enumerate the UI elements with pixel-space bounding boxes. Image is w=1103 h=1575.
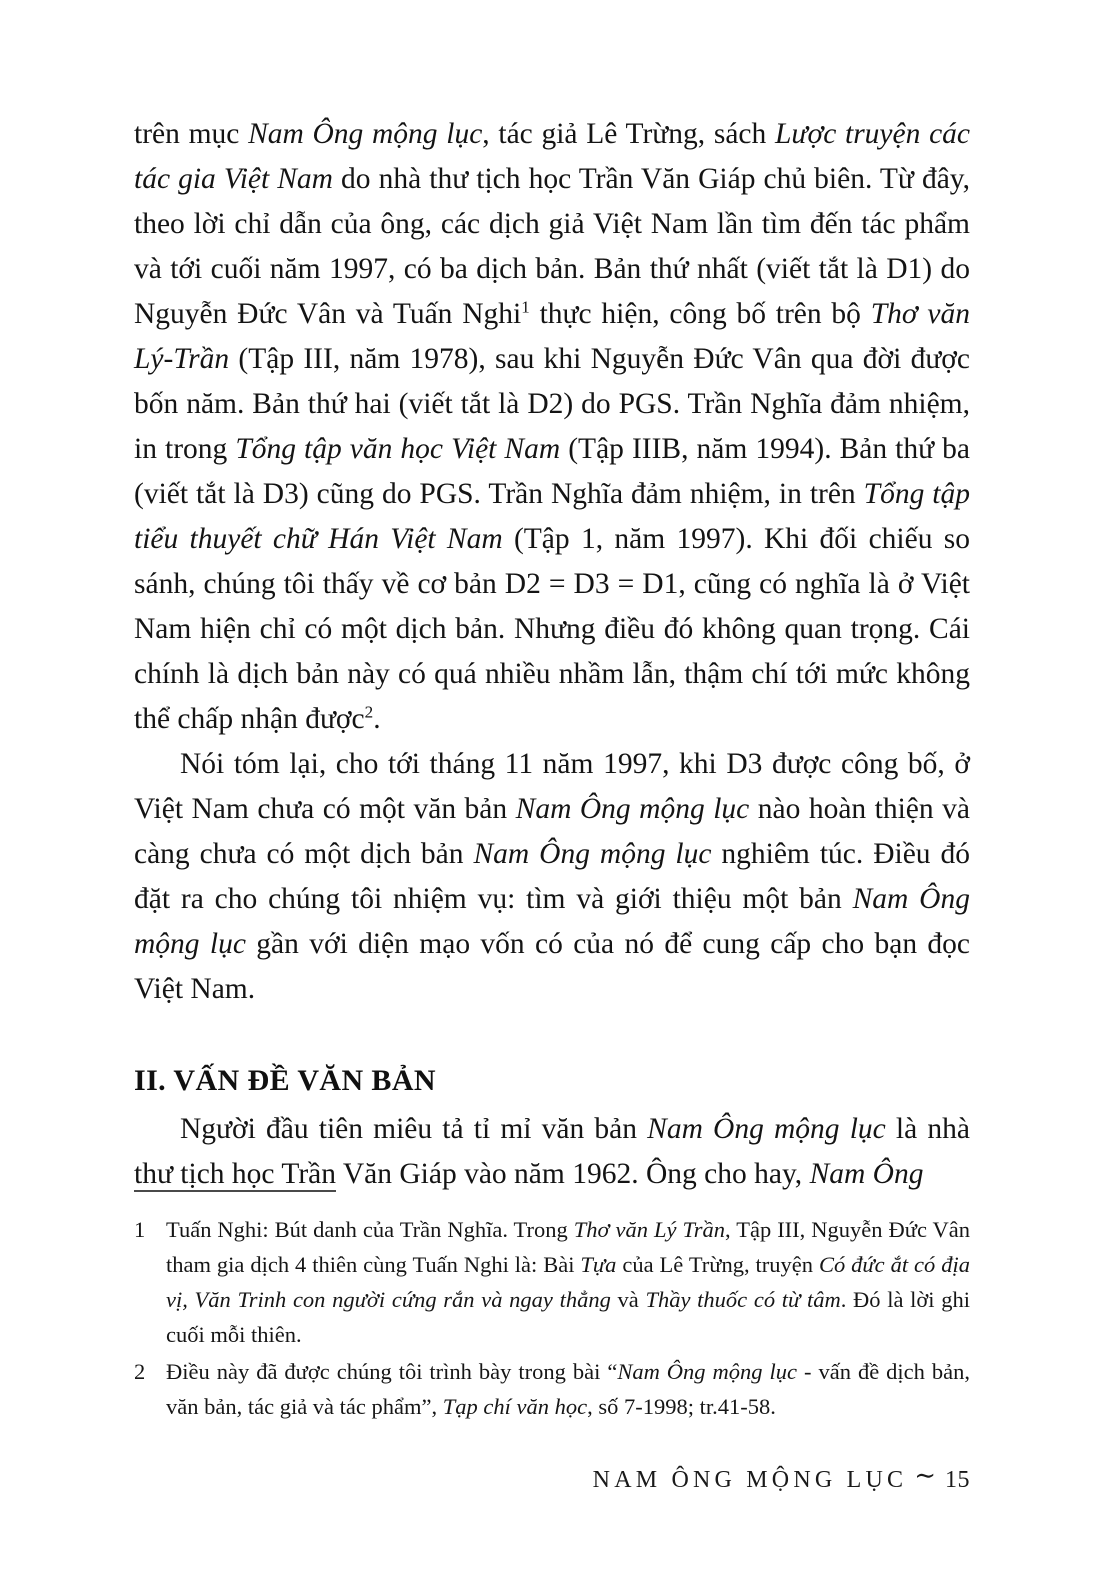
footnote-marker: 1 xyxy=(521,297,530,317)
text-run: Người đầu tiên miêu tả tỉ mỉ văn bản xyxy=(180,1113,648,1145)
paragraph-summary xyxy=(134,742,970,1012)
footnote-number: 2 xyxy=(134,1359,146,1384)
paragraph-section-opening xyxy=(134,1107,970,1197)
italic-title: Tựa xyxy=(580,1252,617,1277)
text-run: là nhà thư tịch học Trần Văn Giáp vào năm 1962. Ông cho hay, xyxy=(134,1113,970,1190)
italic-title: Nam Ông xyxy=(809,1158,924,1190)
footnote-list xyxy=(134,1212,970,1424)
footnote-item xyxy=(134,1354,970,1424)
footnote-text xyxy=(166,1359,970,1419)
footnote-marker: 2 xyxy=(364,702,374,722)
text-run: (Tập 1, năm 1997). Khi đối chiếu so sánh, chúng tôi thấy về cơ bản D2 = D3 = D1, cũng có nghĩa là ở Việt Nam hiện chỉ có một dịch bản. Nhưng điều đó không quan trọng. Cái chính là dịch bản này có quá nhiều nhầm lẫn, thậm chí tới mức không thể chấp nhận được xyxy=(134,523,970,735)
footnote-text xyxy=(166,1217,970,1347)
page-number: 15 xyxy=(945,1467,970,1493)
paragraph-continued xyxy=(134,112,970,742)
italic-title: Tổng tập văn học Việt Nam xyxy=(235,433,561,465)
text-run: , tác giả Lê Trừng, sách xyxy=(482,118,775,150)
main-text-column xyxy=(134,112,970,1197)
text-run: của Lê Trừng, truyện xyxy=(616,1252,819,1277)
footer-book-title: NAM ÔNG MỘNG LỤC xyxy=(592,1467,908,1493)
italic-title: Nam Ông mộng lục xyxy=(515,793,750,825)
footnote-number: 1 xyxy=(134,1217,146,1242)
footnote-separator-rule xyxy=(134,1190,336,1192)
italic-title: Thầy thuốc có từ tâm xyxy=(645,1287,841,1312)
footnote-item xyxy=(134,1212,970,1352)
text-run: Nói tóm lại, cho tới tháng 11 năm 1997, khi D3 được công bố, ở Việt Nam chưa có một văn bản xyxy=(134,748,970,825)
text-run: , Tập III, Nguyễn Đức Vân tham gia dịch 4 thiên cùng Tuấn Nghi là: Bài xyxy=(166,1217,971,1277)
running-footer xyxy=(134,1461,970,1495)
italic-title: Thơ văn Lý-Trần xyxy=(134,298,971,375)
italic-title: Lược truyện các tác gia Việt Nam xyxy=(134,118,971,195)
italic-title: Tạp chí văn học xyxy=(442,1394,588,1419)
text-run: (Tập III, năm 1978), sau khi Nguyễn Đức Vân qua đời được bốn năm. Bản thứ hai (viết tắt là D2) do PGS. Trần Nghĩa đảm nhiệm, in trong xyxy=(134,343,970,465)
text-run: - vấn đề dịch bản, văn bản, tác giả và tác phẩm”, xyxy=(166,1359,970,1419)
italic-title: Nam Ông mộng lục xyxy=(647,1113,886,1145)
italic-title: Thơ văn Lý Trần xyxy=(573,1217,726,1242)
italic-title: Nam Ông mộng lục xyxy=(473,838,712,870)
text-run: (Tập IIIB, năm 1994). Bản thứ ba (viết tắt là D3) cũng do PGS. Trần Nghĩa đảm nhiệm, in trên xyxy=(134,433,971,510)
text-run: trên mục xyxy=(134,118,249,150)
text-run: Điều này đã được chúng tôi trình bày trong bài “ xyxy=(166,1359,618,1384)
text-run: do nhà thư tịch học Trần Văn Giáp chủ biên. Từ đây, theo lời chỉ dẫn của ông, các dịch giả Việt Nam lần tìm đến tác phẩm và tới cuối năm 1997, có ba dịch bản. Bản thứ nhất (viết tắt là D1) do Nguyễn Đức Vân và Tuấn Nghi xyxy=(134,163,970,330)
section-heading: II. VẤN ĐỀ VĂN BẢN xyxy=(134,1064,436,1097)
italic-title: Nam Ông mộng lục xyxy=(134,883,970,960)
text-run: , số 7-1998; tr.41-58. xyxy=(587,1394,776,1419)
text-run: . xyxy=(373,703,381,735)
footnote-area xyxy=(134,1190,970,1426)
italic-title: Nam Ông mộng lục xyxy=(617,1359,798,1384)
italic-title: Tổng tập tiểu thuyết chữ Hán Việt Nam xyxy=(134,478,971,555)
text-run: và xyxy=(610,1287,646,1312)
text-run: nào hoàn thiện và càng chưa có một dịch bản xyxy=(134,793,970,870)
text-run: gần với diện mạo vốn có của nó để cung cấp cho bạn đọc Việt Nam. xyxy=(134,928,971,1005)
footer-ornament-icon: ∼ xyxy=(914,1461,936,1490)
text-run: nghiêm túc. Điều đó đặt ra cho chúng tôi nhiệm vụ: tìm và giới thiệu một bản xyxy=(134,838,970,915)
text-run: thực hiện, công bố trên bộ xyxy=(529,298,871,330)
text-run: . Đó là lời ghi cuối mỗi thiên. xyxy=(166,1287,971,1347)
italic-title: Nam Ông mộng lục xyxy=(248,118,483,150)
text-run: Tuấn Nghi: Bút danh của Trần Nghĩa. Trong xyxy=(166,1217,574,1242)
italic-title: Có đức ắt có địa vị, Văn Trinh con người cứng rắn và ngay thẳng xyxy=(166,1252,970,1312)
